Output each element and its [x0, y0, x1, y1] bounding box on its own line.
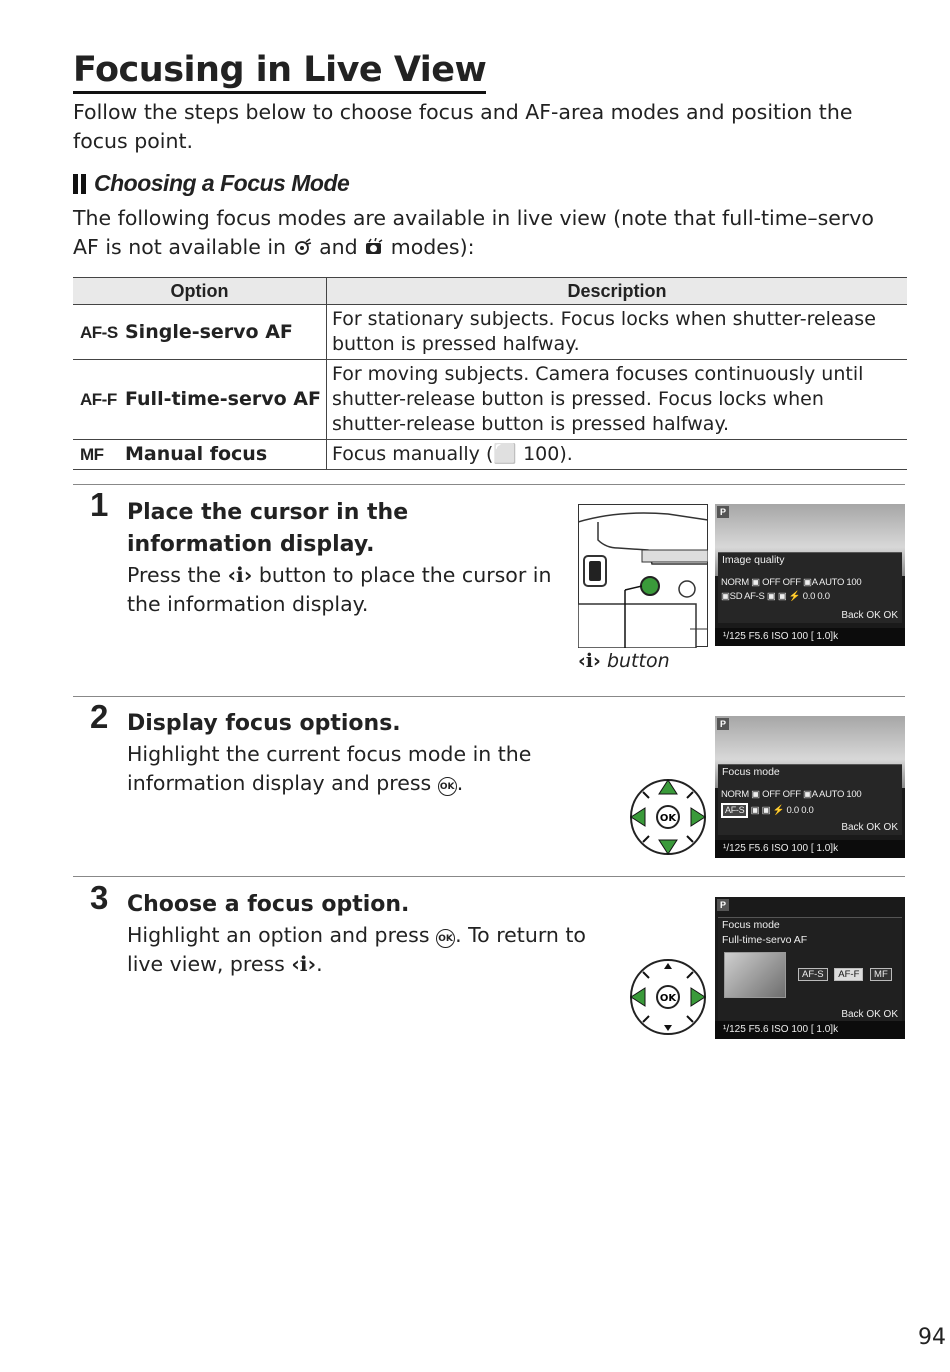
settings-row [721, 803, 814, 818]
section-heading-text: Choosing a Focus Mode [94, 170, 350, 196]
focus-mode-preview-image [724, 952, 786, 998]
readout-text: ¹/125 F5.6 ISO 100 [ 1.0]k [723, 843, 839, 854]
step-body [127, 561, 572, 619]
readout-text: ¹/125 F5.6 ISO 100 [ 1.0]k [723, 631, 839, 642]
info-panel [718, 552, 902, 623]
option-cell [73, 440, 326, 470]
step-title: Choose a focus option. [127, 892, 410, 917]
panel-title: Focus mode [722, 766, 780, 778]
exposure-readout [715, 1021, 905, 1039]
section-intro-text: and [319, 235, 358, 259]
exposure-mode-indicator: P [717, 718, 729, 730]
step-body [127, 740, 547, 798]
focus-options-panel [718, 917, 902, 1022]
mode-code: MF [80, 445, 104, 464]
step-text: Highlight an option and press [127, 923, 430, 947]
back-hint: Back OK OK [841, 610, 898, 621]
readout-text: ¹/125 F5.6 ISO 100 [ 1.0]k [723, 1024, 839, 1035]
ok-button-glyph: OK [436, 929, 455, 948]
step-number: 3 [90, 879, 109, 916]
page-number: 94 [918, 1325, 946, 1350]
focus-option-mf: MF [870, 968, 892, 981]
panel-title: Image quality [722, 554, 785, 566]
column-header-description: Description [326, 278, 907, 305]
camera-back-illustration [578, 504, 708, 648]
exposure-mode-indicator: P [717, 899, 729, 911]
step-number: 1 [90, 486, 109, 523]
info-button-glyph: ‹ℹ› [227, 563, 253, 587]
step-text: . To return to live view, press [127, 923, 586, 976]
ok-label: OK [659, 993, 677, 1004]
ok-label: OK [659, 813, 677, 824]
live-view-screen-focus-mode [715, 716, 905, 858]
section-intro [73, 204, 903, 262]
section-heading [73, 170, 349, 197]
sports-mode-icon [293, 238, 313, 256]
table-row [73, 440, 907, 470]
step-divider [73, 484, 905, 485]
back-hint: Back OK OK [841, 1009, 898, 1020]
exposure-mode-indicator: P [717, 506, 729, 518]
step-divider [73, 696, 905, 697]
table-header-row [73, 278, 907, 305]
step-divider [73, 876, 905, 877]
info-button-glyph: ‹ℹ› [578, 650, 601, 672]
step-text: button to place the cursor in the information display. [127, 563, 552, 616]
description-cell: For stationary subjects. Focus locks when shutter-release button is pressed halfway. [326, 305, 907, 360]
info-button-glyph: ‹ℹ› [291, 952, 317, 976]
back-hint: Back OK OK [841, 822, 898, 833]
live-view-screen-focus-options [715, 897, 905, 1039]
multi-selector-illustration [629, 778, 707, 856]
mode-code: AF-F [80, 390, 117, 409]
focus-option-af-f: AF-F [834, 968, 863, 981]
step-text: Highlight the current focus mode in the information display and press [127, 742, 532, 795]
description-cell: For moving subjects. Camera focuses continuously until shutter-release button is pressed. Focus locks when shutter-release button is pressed halfway. [326, 360, 907, 440]
option-cell [73, 360, 326, 440]
focus-option-af-s: AF-S [798, 968, 828, 981]
table-row [73, 305, 907, 360]
exposure-readout [715, 840, 905, 858]
section-intro-text: modes): [390, 235, 475, 259]
figure-caption [578, 650, 670, 672]
step-body [127, 921, 617, 979]
settings-text: ▣ ▣ ⚡ 0.0 0.0 [750, 805, 814, 816]
mode-name: Full-time-servo AF [125, 388, 321, 410]
focus-option-list [798, 968, 896, 981]
step-text: . [316, 952, 323, 976]
mode-name: Manual focus [125, 443, 268, 465]
settings-row: ▣SD AF-S ▣ ▣ ⚡ 0.0 0.0 [721, 591, 830, 602]
option-cell [73, 305, 326, 360]
focus-mode-table [73, 277, 907, 470]
step-text: . [456, 771, 464, 795]
settings-row: NORM ▣ OFF OFF ▣A AUTO 100 [721, 789, 862, 800]
settings-row: NORM ▣ OFF OFF ▣A AUTO 100 [721, 577, 862, 588]
mode-code: AF-S [80, 322, 118, 342]
intro-paragraph: Follow the steps below to choose focus and AF-area modes and position the focus point. [73, 100, 853, 153]
page-title: Focusing in Live View [73, 50, 486, 94]
ok-button-glyph: OK [438, 777, 457, 796]
panel-subtitle: Full-time-servo AF [722, 934, 808, 946]
heading-bar [73, 174, 78, 194]
mode-name: Single-servo AF [125, 320, 293, 343]
heading-bar [81, 174, 86, 194]
step-number: 2 [90, 698, 109, 735]
column-header-option: Option [73, 278, 326, 305]
special-effects-mode-icon [364, 238, 384, 256]
selected-focus-mode: AF-S [721, 803, 748, 818]
live-view-screen-image-quality [715, 504, 905, 646]
step-text: Press the [127, 563, 222, 587]
step-title: Place the cursor in the information display. [127, 500, 409, 557]
section-intro-text: The following focus modes are available in live view (note that full-time–servo AF is not available in [73, 206, 874, 259]
info-panel [718, 764, 902, 835]
table-row [73, 360, 907, 440]
step-title: Display focus options. [127, 711, 401, 736]
exposure-readout [715, 628, 905, 646]
multi-selector-illustration [629, 958, 707, 1036]
caption-text: button [606, 650, 670, 672]
description-cell: Focus manually (⬜ 100). [326, 440, 907, 470]
panel-title: Focus mode [722, 919, 780, 931]
